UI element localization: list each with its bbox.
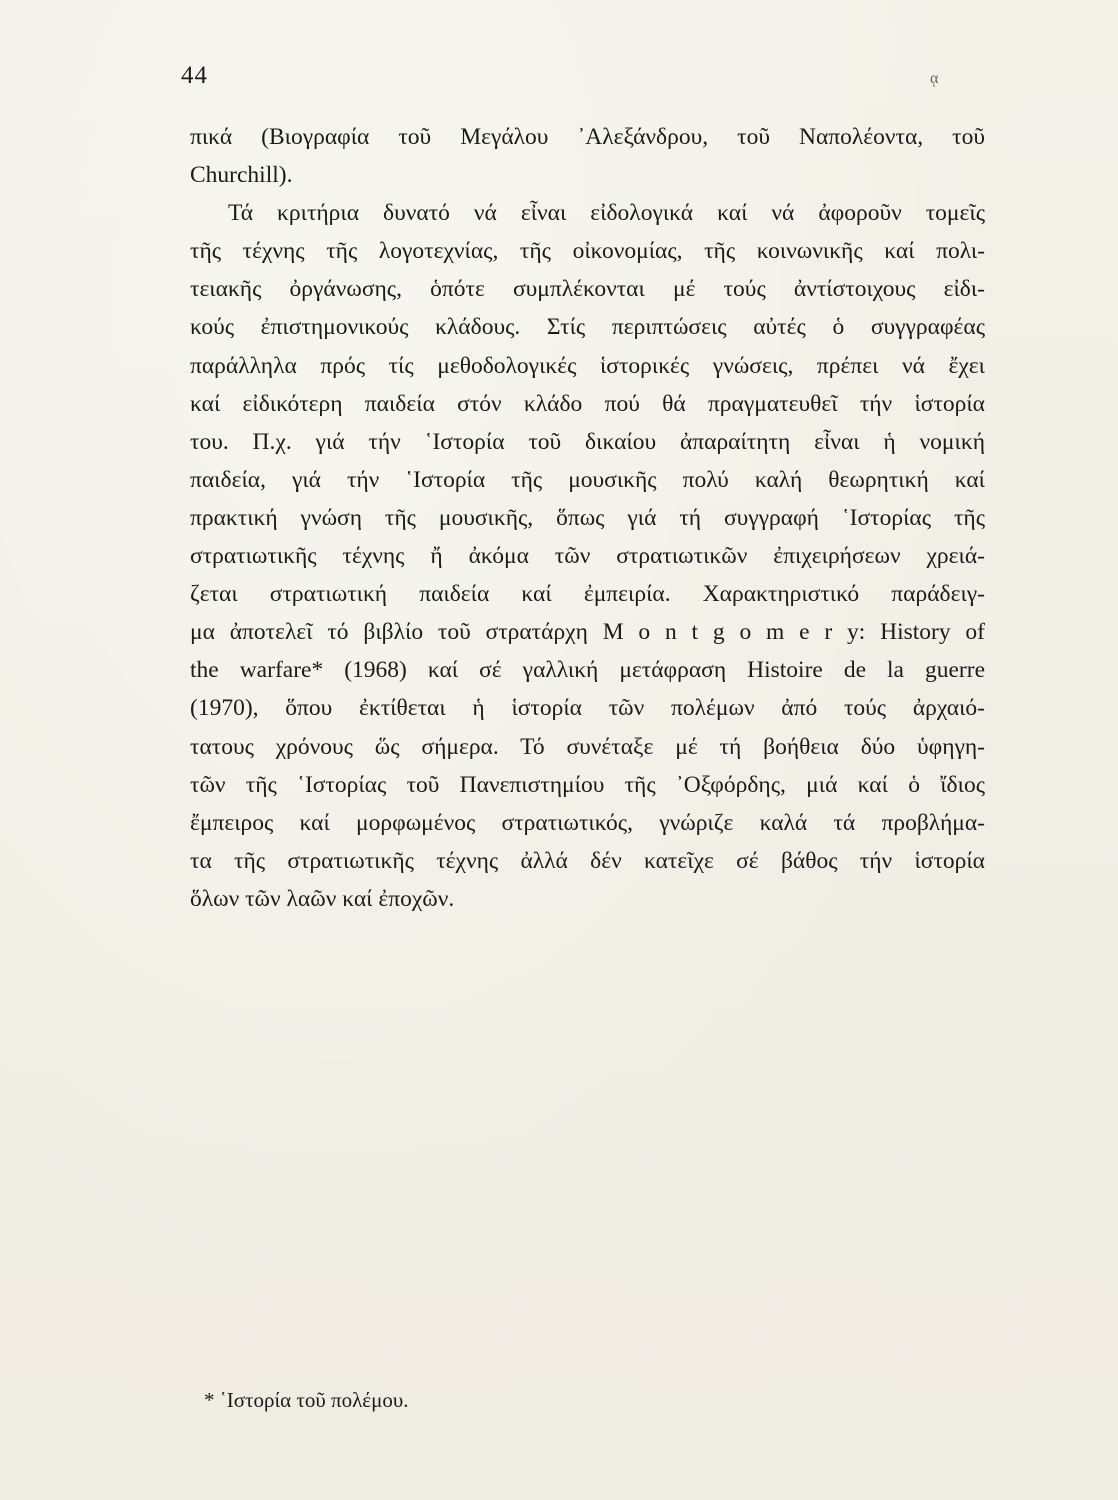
reverse-page-bleed-through (200, 900, 1000, 1032)
text-line: κούς ἐπιστημονικούς κλάδους. Στίς περιπτώσεις αὐτές ὁ συγγραφέας (190, 314, 985, 341)
text-line: τειακῆς ὀργάνωσης, ὁπότε συμπλέκονται μέ τούς ἀντίστοιχους εἰδι- (190, 276, 985, 303)
text-line: παράλληλα πρός τίς μεθοδολογικές ἱστορικές γνώσεις, πρέπει νά ἔχει (190, 352, 985, 379)
text-line: μα ἀποτελεῖ τό βιβλίο τοῦ στρατάρχη M o n t g o m e r y: History of (190, 619, 985, 646)
body-text (190, 118, 985, 918)
text-line: πικά (Βιογραφία τοῦ Μεγάλου ᾿Αλεξάνδρου, τοῦ Ναπολέοντα, τοῦ (190, 124, 985, 150)
text-line: ζεται στρατιωτική παιδεία καί ἐμπειρία. Χαρακτηριστικό παράδειγ- (190, 581, 985, 608)
text-line: πρακτική γνώση τῆς μουσικῆς, ὅπως γιά τή συγγραφή ῾Ιστορίας τῆς (190, 504, 985, 531)
text-line: του. Π.χ. γιά τήν ῾Ιστορία τοῦ δικαίου ἀπαραίτητη εἶναι ἡ νομική (190, 428, 985, 455)
text-line: (1970), ὅπου ἐκτίθεται ἡ ἱστορία τῶν πολέμων ἀπό τούς ἀρχαιό- (190, 695, 985, 722)
corner-mark: ᾳ (930, 70, 939, 87)
text-line: τῶν τῆς ῾Ιστορίας τοῦ Πανεπιστημίου τῆς ᾿Οξφόρδης, μιά καί ὁ ἴδιος (190, 771, 985, 798)
text-line: παιδεία, γιά τήν ῾Ιστορία τῆς μουσικῆς πολύ καλή θεωρητική καί (190, 466, 985, 493)
text-line: ἔμπειρος καί μορφωμένος στρατιωτικός, γνώριζε καλά τά προβλήμα- (190, 809, 985, 836)
text-line: Churchill). (190, 162, 293, 189)
text-line: τῆς τέχνης τῆς λογοτεχνίας, τῆς οἰκονομίας, τῆς κοινωνικῆς καί πολι- (190, 238, 985, 265)
footnote: * ῾Ιστορία τοῦ πολέμου. (204, 1388, 409, 1412)
text-line: στρατιωτικῆς τέχνης ἤ ἀκόμα τῶν στρατιωτικῶν ἐπιχειρήσεων χρειά- (190, 543, 985, 570)
text-line: Τά κριτήρια δυνατό νά εἶναι εἰδολογικά καί νά ἀφοροῦν τομεῖς (228, 200, 985, 227)
text-line: τατους χρόνους ὥς σήμερα. Τό συνέταξε μέ τή βοήθεια δύο ὑφηγη- (190, 733, 985, 760)
page-number: 44 (181, 62, 208, 89)
text-line: καί εἰδικότερη παιδεία στόν κλάδο πού θά πραγματευθεῖ τήν ἱστορία (190, 390, 985, 417)
text-line: the warfare* (1968) καί σέ γαλλική μετάφραση Histoire de la guerre (190, 657, 985, 684)
text-line: ὅλων τῶν λαῶν καί ἐποχῶν. (190, 885, 455, 912)
text-line: τα τῆς στρατιωτικῆς τέχνης ἀλλά δέν κατεῖχε σέ βάθος τήν ἱστορία (190, 847, 985, 874)
